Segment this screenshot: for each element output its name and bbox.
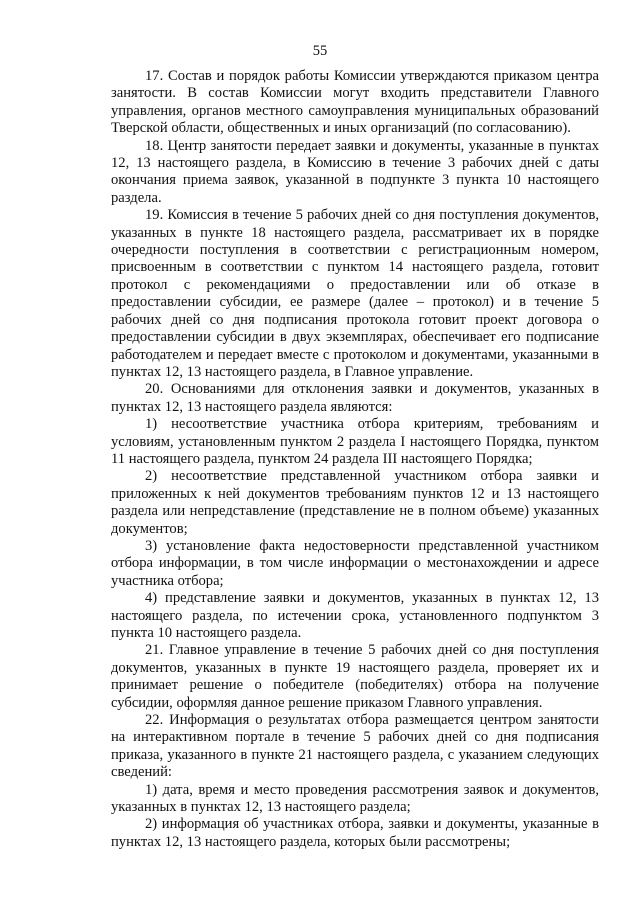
paragraph-21: 21. Главное управление в течение 5 рабочих дней со дня поступления документов, указанных в пункте 19 настоящего раздела, проверяет их и принимает решение о победителе (победителях) отбора на получение субсидии, оформляя данное решение приказом Главного управления. (111, 642, 599, 711)
paragraph-20-item-2: 2) несоответствие представленной участником отбора заявки и приложенных к ней документов требованиям пунктов 12 и 13 настоящего раздела или непредставление (представление не в полном объеме) указанных документов; (111, 468, 599, 537)
paragraph-20-item-3: 3) установление факта недостоверности представленной участником отбора информации, в том числе информации о местонахождении и адресе участника отбора; (111, 537, 599, 589)
page-number: 55 (312, 43, 328, 59)
paragraph-18: 18. Центр занятости передает заявки и документы, указанные в пунктах 12, 13 настоящего раздела, в Комиссию в течение 3 рабочих дней с даты окончания приема заявок, указанной в подпункте 3 пункта 10 настоящего раздела. (111, 137, 599, 206)
paragraph-22-item-2: 2) информация об участниках отбора, заявки и документы, указанные в пунктах 12, 13 настоящего раздела, которых были рассмотрены; (111, 816, 599, 850)
paragraph-17: 17. Состав и порядок работы Комиссии утверждаются приказом центра занятости. В состав Комиссии могут входить представители Главного управления, органов местного самоуправления муниципальных образований Тверской области, общественных и иных организаций (по согласованию). (111, 68, 599, 137)
paragraph-20: 20. Основаниями для отклонения заявки и документов, указанных в пунктах 12, 13 настоящего раздела являются: (111, 381, 599, 415)
paragraph-20-item-4: 4) представление заявки и документов, указанных в пунктах 12, 13 настоящего раздела, по истечении срока, установленного подпунктом 3 пункта 10 настоящего раздела. (111, 590, 599, 641)
document-body (111, 68, 599, 851)
paragraph-22: 22. Информация о результатах отбора размещается центром занятости на интерактивном портале в течение 5 рабочих дней со дня подписания приказа, указанного в пункте 21 настоящего раздела, с указанием следующих сведений: (111, 712, 599, 781)
paragraph-20-item-1: 1) несоответствие участника отбора критериям, требованиям и условиям, установленным пунктом 2 раздела I настоящего Порядка, пунктом 11 настоящего раздела, пунктом 24 раздела III настоящего Порядка; (111, 416, 599, 467)
paragraph-19: 19. Комиссия в течение 5 рабочих дней со дня поступления документов, указанных в пункте 18 настоящего раздела, рассматривает их в порядке очередности поступления в соответствии с регистрационным номером, присвоенным в соответствии с пунктом 14 настоящего раздела, готовит протокол с рекомендациями о предоставлении или об отказе в предоставлении субсидии, ее размере (далее – протокол) и в течение 5 рабочих дней со дня подписания протокола готовит проект договора о предоставлении субсидии в двух экземплярах, обеспечивает его подписание работодателем и передает вместе с протоколом и документами, указанными в пунктах 12, 13 настоящего раздела, в Главное управление. (111, 207, 599, 380)
paragraph-22-item-1: 1) дата, время и место проведения рассмотрения заявок и документов, указанных в пунктах 12, 13 настоящего раздела; (111, 781, 599, 816)
